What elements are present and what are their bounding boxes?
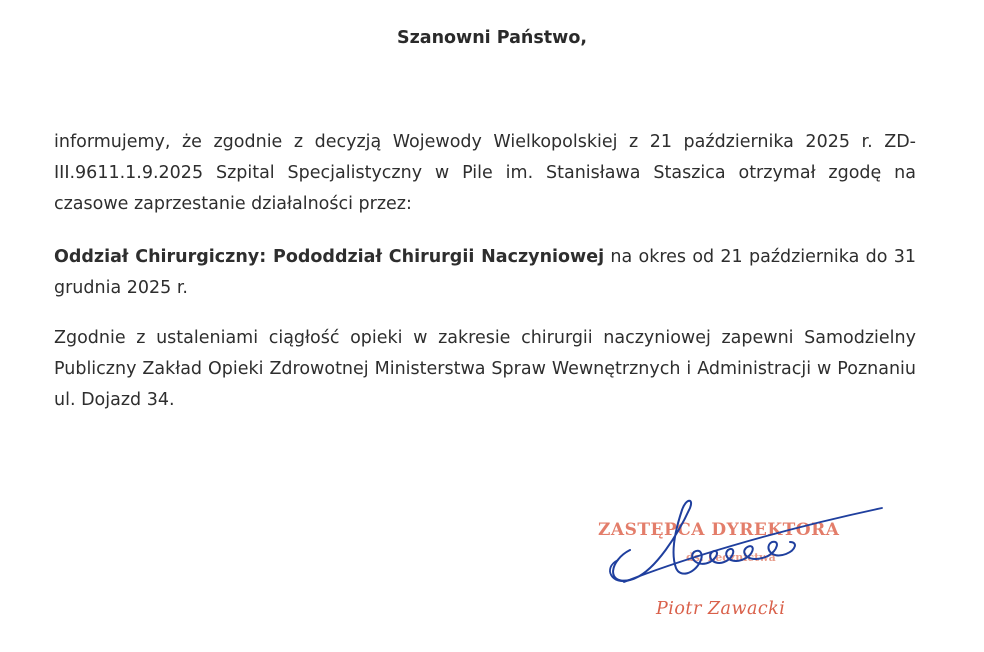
paragraph-decision: informujemy, że zgodnie z decyzją Wojewody Wielkopolskiej z 21 października 2025 r. ZD-III.9611.1.9.2025 Szpital Specjalistyczny w Pile im. Stanisława Staszica otrzymał zgodę na czasowe zaprzestanie działalności przez: [54,132,916,214]
handwritten-signature [590,490,890,600]
stamp-title: ZASTĘPCA DYREKTORA [598,520,840,540]
paragraph-continuity: Zgodnie z ustaleniami ciągłość opieki w zakresie chirurgii naczyniowej zapewni Samodzielny Publiczny Zakład Opieki Zdrowotnej Ministerstwa Spraw Wewnętrznych i Administracji w Poznaniu ul. Dojazd 34. [54,328,916,410]
signature-underline [624,508,882,582]
signature-stroke [613,501,795,581]
paragraph-department [54,242,916,304]
stamp-name: Piotr Zawacki [656,599,786,619]
salutation: Szanowni Państwo, [396,28,588,48]
stamp-subtitle: ds. Lecznictwa [686,551,776,564]
department-name: Oddział Chirurgiczny: Pododdział Chirurgii Naczyniowej [54,247,605,267]
department-period: na okres od 21 października do 31 grudnia 2025 r. [54,247,916,298]
